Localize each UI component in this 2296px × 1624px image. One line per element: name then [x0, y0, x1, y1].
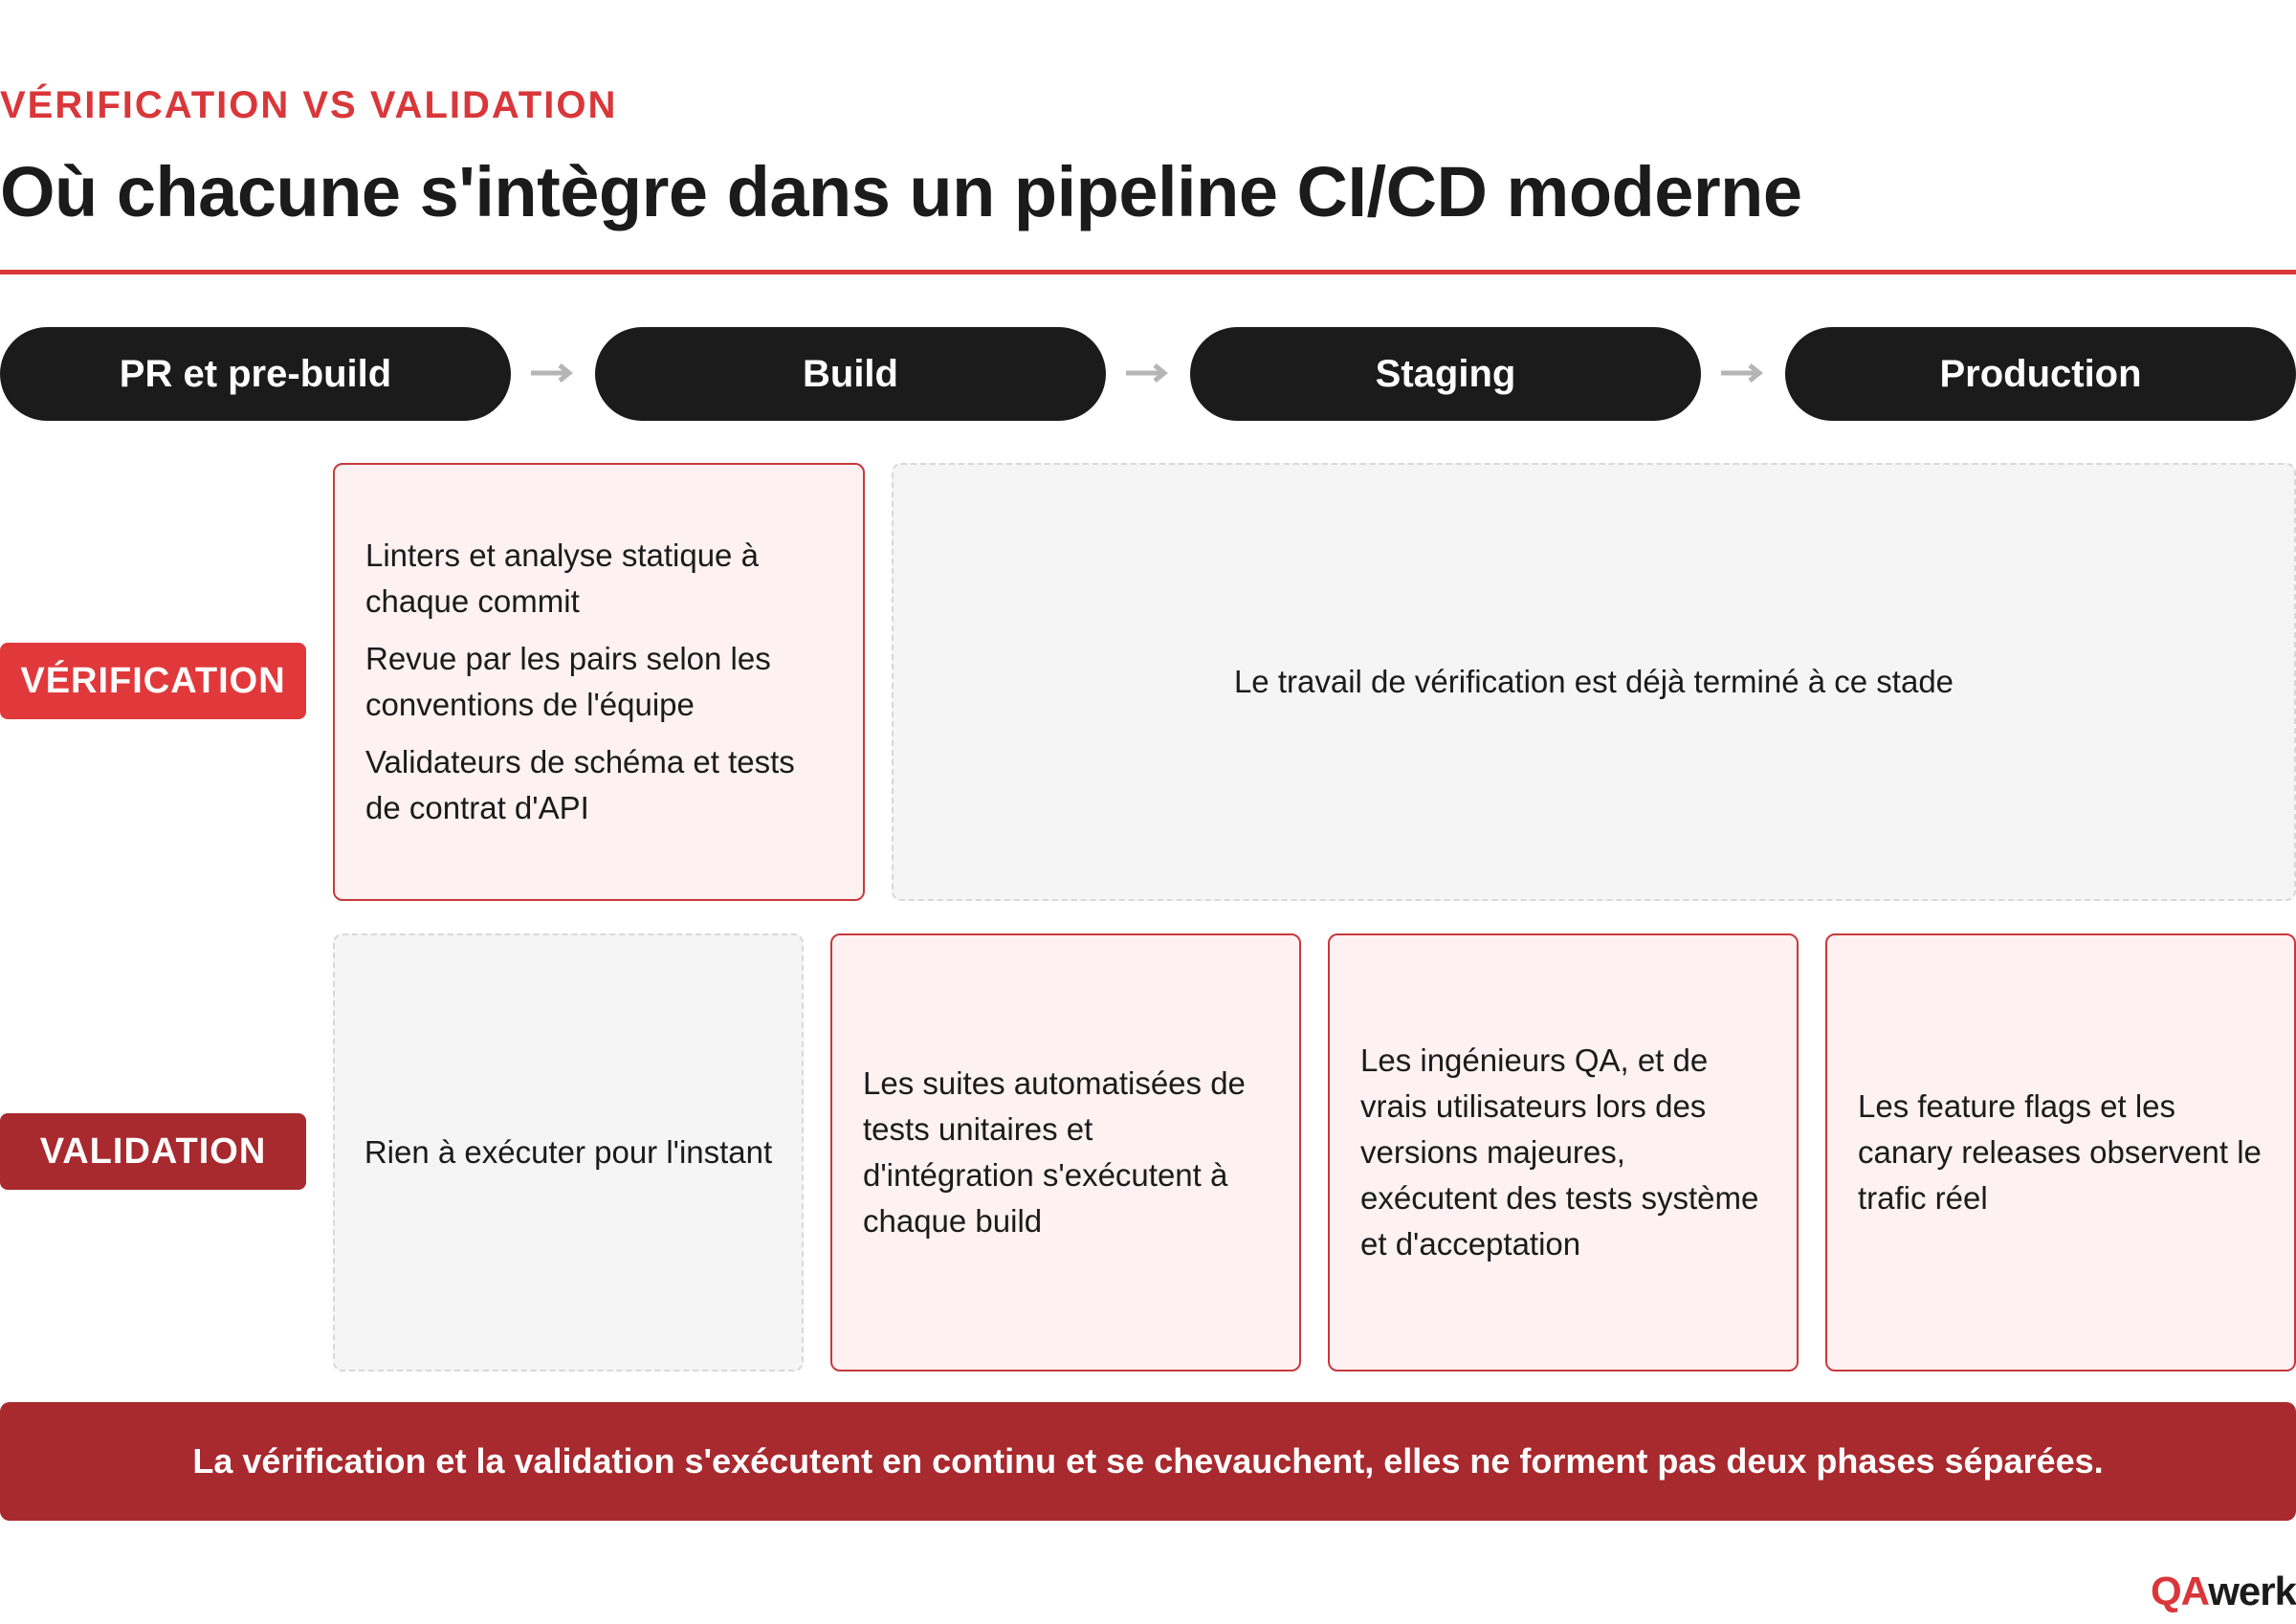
row-label-verification: VÉRIFICATION: [0, 643, 306, 719]
summary-banner: La vérification et la validation s'exécutent en continu et se chevauchent, elles ne forment pas deux phases séparées.: [0, 1402, 2296, 1521]
verification-done-note: Le travail de vérification est déjà terminé à ce stade: [1233, 664, 1954, 699]
row-label-validation: VALIDATION: [0, 1113, 306, 1190]
verification-done-cell: [892, 463, 2296, 901]
arrow-right-icon: [529, 350, 575, 396]
validation-build-cell: [830, 933, 1301, 1372]
verification-item: Revue par les pairs selon les conventions de l'équipe: [365, 641, 771, 722]
stage-production: Production: [1785, 327, 2296, 421]
validation-staging-cell: [1328, 933, 1799, 1372]
verification-pr-cell: [333, 463, 865, 901]
arrow-right-icon: [1124, 350, 1170, 396]
validation-build-text: Les suites automatisées de tests unitaires et d'intégration s'exécutent à chaque build: [863, 1065, 1246, 1239]
verification-item: Validateurs de schéma et tests de contrat d'API: [365, 744, 795, 825]
stage-build: Build: [595, 327, 1106, 421]
verification-item: Linters et analyse statique à chaque commit: [365, 538, 759, 619]
validation-pr-note: Rien à exécuter pour l'instant: [364, 1134, 773, 1170]
eyebrow-label: VÉRIFICATION VS VALIDATION: [0, 84, 618, 126]
validation-pr-cell: [333, 933, 804, 1372]
validation-production-cell: [1825, 933, 2296, 1372]
stage-pr-prebuild: PR et pre-build: [0, 327, 511, 421]
brand-logo: [2151, 1569, 2296, 1614]
page-title: Où chacune s'intègre dans un pipeline CI/CD moderne: [0, 152, 1802, 231]
title-divider: [0, 270, 2296, 274]
validation-staging-text: Les ingénieurs QA, et de vrais utilisateurs lors des versions majeures, exécutent des tests système et d'acceptation: [1360, 1042, 1759, 1262]
arrow-right-icon: [1719, 350, 1765, 396]
logo-qa: QA: [2151, 1569, 2209, 1613]
stage-staging: Staging: [1190, 327, 1701, 421]
logo-werk: werk: [2208, 1569, 2296, 1613]
validation-production-text: Les feature flags et les canary releases observent le trafic réel: [1858, 1088, 2262, 1216]
